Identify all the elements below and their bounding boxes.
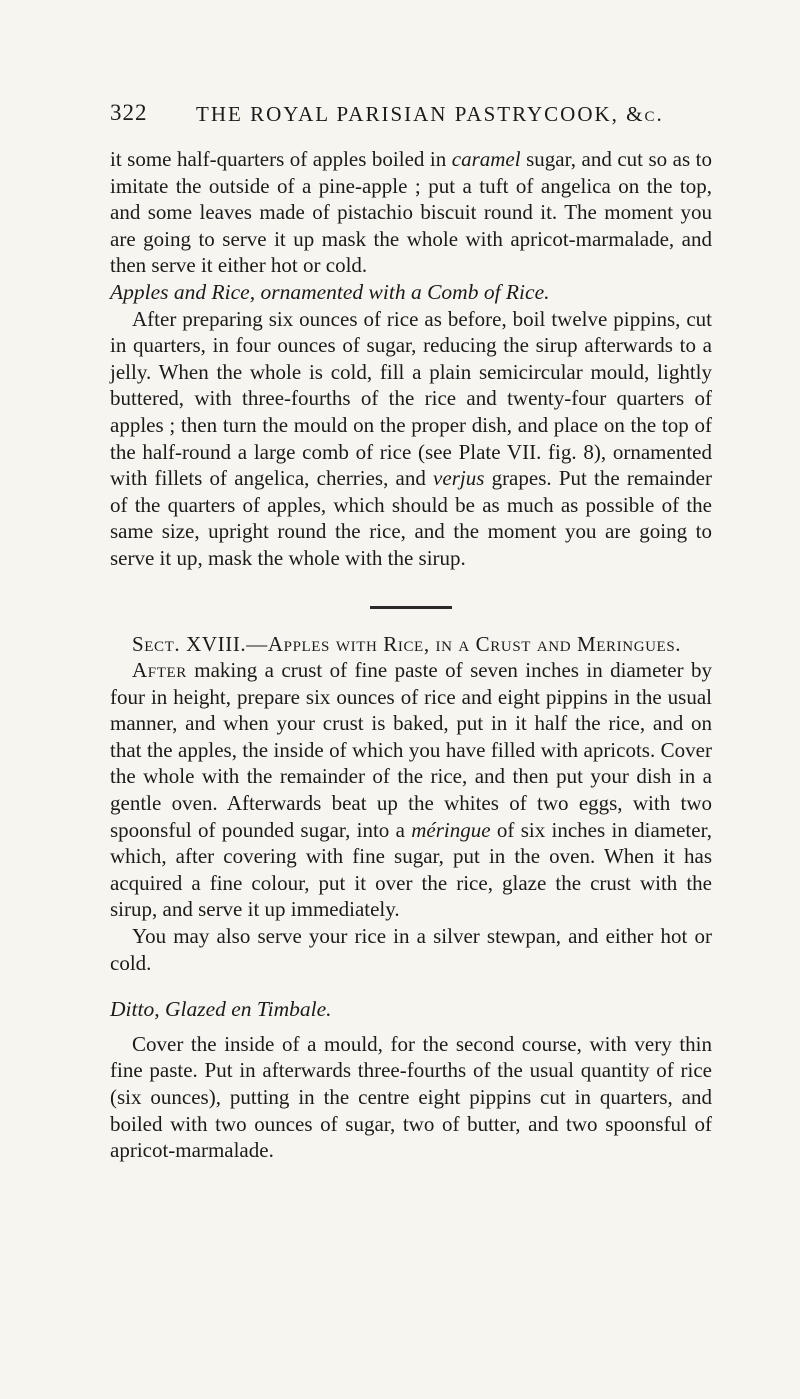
body-text	[110, 146, 712, 1164]
section-divider-rule	[370, 606, 452, 609]
running-title: THE ROYAL PARISIAN PASTRYCOOK, &c.	[196, 102, 664, 126]
text-run: grapes. Put the remainder of the quarters of apples, which should be as much as possible of the same size, upright round the rice, and the moment you are going to serve it up, mask the whole with the sirup.	[110, 466, 712, 570]
text-run-italic: méringue	[411, 817, 491, 842]
text-run: of six inches in diameter, which, after covering with fine sugar, put in the oven. When it has acquired a fine colour, put it over the rice, glaze the crust with the sirup, and serve it up immediately.	[110, 817, 712, 922]
paragraph-timbale: Cover the inside of a mould, for the second course, with very thin fine paste. Put in afterwards three-fourths of the usual quantity of rice (six ounces), putting in the centre eight pippins cut in quarters, and boiled with two ounces of sugar, two of butter, and two spoonsful of apricot-marmalade.	[110, 1031, 712, 1163]
opening-word: After	[132, 658, 187, 683]
section-title: —Apples with Rice, in a Crust and Meringues.	[246, 631, 682, 656]
running-head	[110, 100, 710, 134]
text-run-italic: verjus	[433, 466, 485, 491]
recipe-heading-ditto-glazed: Ditto, Glazed en Timbale.	[110, 997, 332, 1022]
heading-part: ornamented with a Comb of Rice.	[260, 279, 550, 304]
paragraph-continued	[110, 146, 712, 279]
paragraph-apples-and-rice	[110, 306, 712, 572]
page-number: 322	[110, 100, 148, 125]
text-run: it some half-quarters of apples boiled in	[110, 147, 452, 171]
text-run: After preparing six ounces of rice as before, boil twelve pippins, cut in quarters, in four ounces of sugar, reducing the sirup afterwards to a jelly. When the whole is cold, fill a plain semicircular mould, lightly buttered, with three-fourths of the rice and twenty-four quarters of apples ; then turn the mould on the proper dish, and place on the top of the half-round a large comb of rice (see Plate VII. fig. 8), ornamented with fillets of angelica, cherries, and	[110, 306, 712, 491]
section-label: Sect. XVIII.	[132, 631, 247, 656]
text-run: sugar, and cut so as to imitate the outside of a pine-apple ; put a tuft of angelica on the top, and some leaves made of pistachio biscuit round it. The moment you are going to serve it up mask the whole with apricot-marmalade, and then serve it either hot or cold.	[110, 147, 712, 278]
section-heading	[110, 631, 712, 658]
paragraph-silver-stewpan: You may also serve your rice in a silver stewpan, and either hot or cold.	[110, 924, 712, 975]
text-run-italic: caramel	[451, 147, 521, 171]
text-run: making a crust of fine paste of seven inches in diameter by four in height, prepare six ounces of rice and eight pippins in the usual manner, and when your crust is baked, put in it half the rice, and on that the apples, the inside of which you have filled with apricots. Cover the whole with the remainder of the rice, and then put your dish in a gentle oven. Afterwards beat up the whites of two eggs, with two spoonsful of pounded sugar, into a	[110, 658, 712, 842]
paragraph-crust-and-meringues	[110, 657, 712, 923]
heading-part: Apples and Rice,	[110, 279, 261, 304]
recipe-heading-apples-and-rice	[110, 279, 712, 306]
